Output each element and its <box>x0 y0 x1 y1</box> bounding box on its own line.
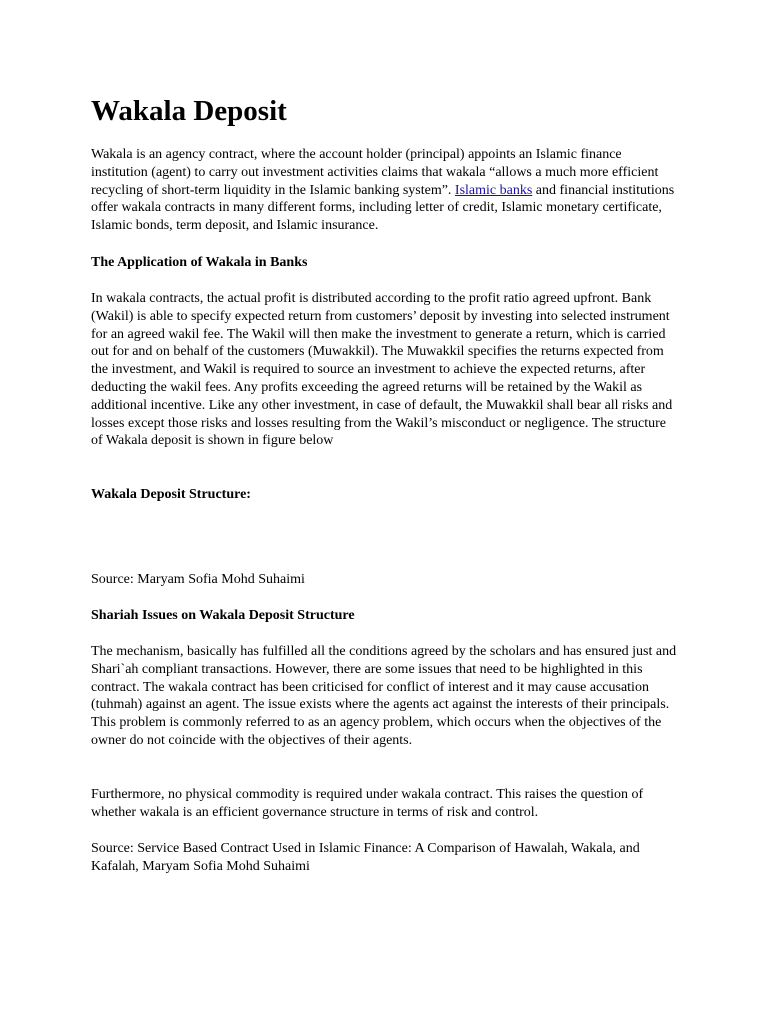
application-heading: The Application of Wakala in Banks <box>91 255 308 270</box>
intro-text-before-link: Wakala is an agency contract, where the account holder (principal) appoints an Islamic finance institution (agent) to carry out investment activities claims that wakala “allows a much more efficient recycling of short-term liquidity in the Islamic banking system”. <box>91 147 659 198</box>
intro-text-after-link: and financial institutions offer wakala contracts in many different forms, including letter of credit, Islamic monetary certificate, Islamic bonds, term deposit, and Islamic insurance. <box>91 182 675 234</box>
page-title: Wakala Deposit <box>91 95 287 127</box>
structure-source: Source: Maryam Sofia Mohd Suhaimi <box>91 572 305 587</box>
structure-heading: Wakala Deposit Structure: <box>91 487 251 502</box>
issues-source: Source: Service Based Contract Used in Islamic Finance: A Comparison of Hawalah, Wakala, and Kafalah, Maryam Sofia Mohd Suhaimi <box>91 841 640 874</box>
issues-paragraph-1: The mechanism, basically has fulfilled all the conditions agreed by the scholars and has ensured just and Shari`ah compliant transactions. However, there are some issues that need to be highlighted in this contract. The wakala contract has been criticised for conflict of interest and it may cause accusation (tuhmah) against an agent. The issue exists where the agents act against the interests of their principals. This problem is commonly referred to as an agency problem, which occurs when the objectives of the owner do not coincide with the objectives of their agents. <box>91 644 677 748</box>
islamic-banks-link[interactable]: Islamic banks <box>454 182 533 198</box>
intro-paragraph <box>91 146 681 235</box>
issues-heading: Shariah Issues on Wakala Deposit Structure <box>91 608 355 623</box>
issues-paragraph-2: Furthermore, no physical commodity is required under wakala contract. This raises the question of whether wakala is an efficient governance structure in terms of risk and control. <box>91 787 644 820</box>
application-paragraph: In wakala contracts, the actual profit is distributed according to the profit ratio agreed upfront. Bank (Wakil) is able to specify expected return from customers’ deposit by investing into selected instrument for an agreed wakil fee. The Wakil will then make the investment to generate a return, which is carried out for and on behalf of the customers (Muwakkil). The Muwakkil specifies the returns expected from the investment, and Wakil is required to source an investment to achieve the expected returns, after deducting the wakil fees. Any profits exceeding the agreed returns will be retained by the Wakil as additional incentive. Like any other investment, in case of default, the Muwakkil shall bear all risks and losses except those risks and losses resulting from the Wakil’s misconduct or negligence. The structure of Wakala deposit is shown in figure below <box>91 291 673 449</box>
